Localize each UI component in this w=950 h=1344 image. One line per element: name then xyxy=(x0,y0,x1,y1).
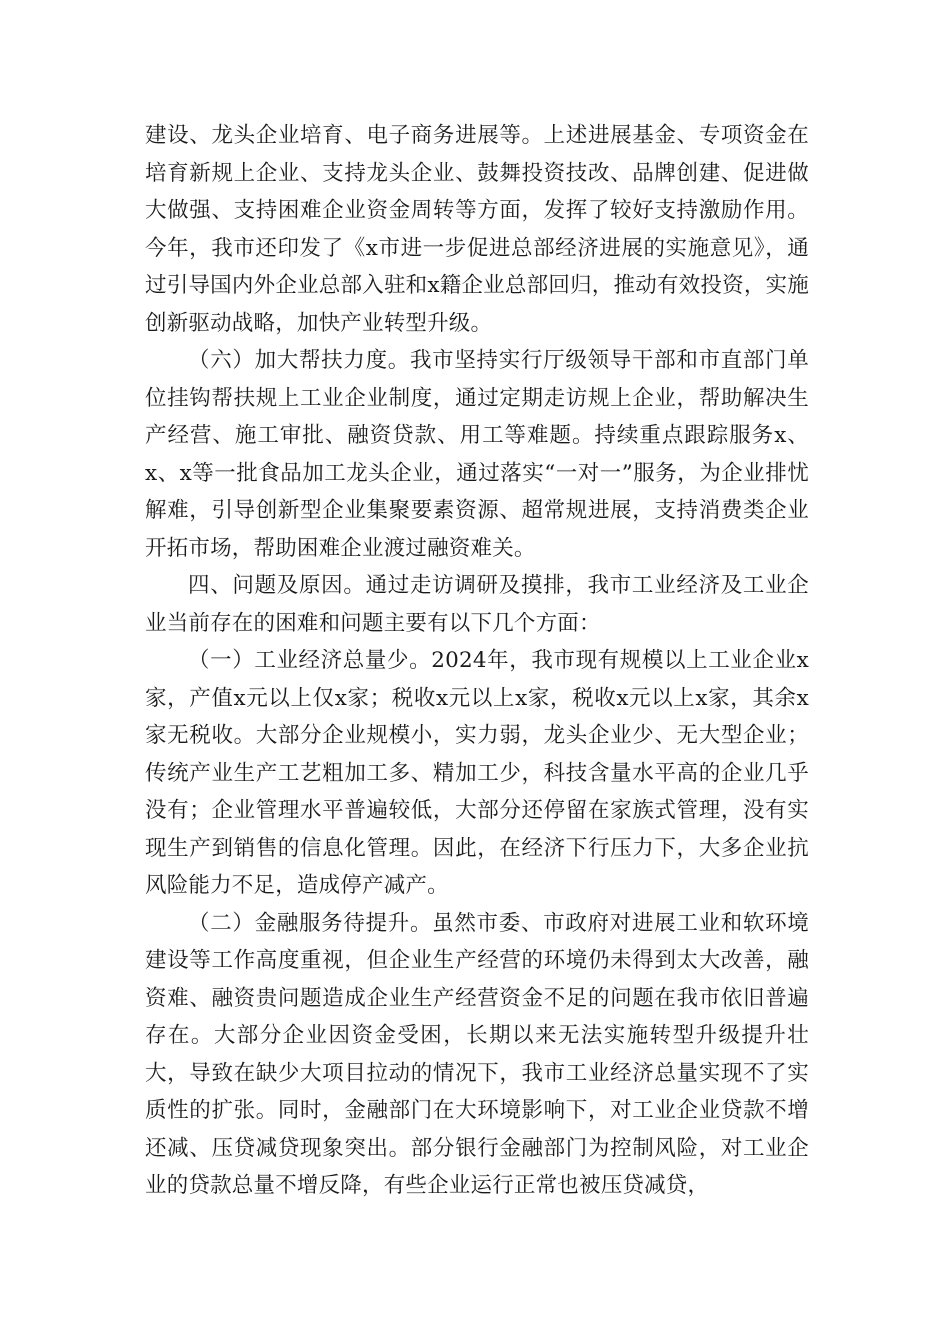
paragraph-section-4-heading: 四、问题及原因。通过走访调研及摸排，我市工业经济及工业企业当前存在的困难和问题主要有以下几个方面： xyxy=(145,573,809,636)
document-body xyxy=(145,117,809,1205)
paragraph-subsection-2: （二）金融服务待提升。虽然市委、市政府对进展工业和软环境建设等工作高度重视，但企业生产经营的环境仍未得到太大改善，融资难、融资贵问题造成企业生产经营资金不足的问题在我市依旧普遍存在。大部分企业因资金受困，长期以来无法实施转型升级提升壮大，导致在缺少大项目拉动的情况下，我市工业经济总量实现不了实质性的扩张。同时，金融部门在大环境影响下，对工业企业贷款不增还减、压贷减贷现象突出。部分银行金融部门为控制风险，对工业企业的贷款总量不增反降，有些企业运行正常也被压贷减贷， xyxy=(145,910,809,1198)
paragraph-continuation: 建设、龙头企业培育、电子商务进展等。上述进展基金、专项资金在培育新规上企业、支持龙头企业、鼓舞投资技改、品牌创建、促进做大做强、支持困难企业资金周转等方面，发挥了较好支持激励作用。今年，我市还印发了《x市进一步促进总部经济进展的实施意见》，通过引导国内外企业总部入驻和x籍企业总部回归，推动有效投资，实施创新驱动战略，加快产业转型升级。 xyxy=(145,123,809,336)
paragraph-subsection-1: （一）工业经济总量少。2024年，我市现有规模以上工业企业x家，产值x元以上仅x家；税收x元以上x家，税收x元以上x家，其余x家无税收。大部分企业规模小，实力弱，龙头企业少、无大型企业；传统产业生产工艺粗加工多、精加工少，科技含量水平高的企业几乎没有；企业管理水平普遍较低，大部分还停留在家族式管理，没有实现生产到销售的信息化管理。因此，在经济下行压力下，大多企业抗风险能力不足，造成停产减产。 xyxy=(145,648,809,898)
paragraph-section-6: （六）加大帮扶力度。我市坚持实行厅级领导干部和市直部门单位挂钩帮扶规上工业企业制度，通过定期走访规上企业，帮助解决生产经营、施工审批、融资贷款、用工等难题。持续重点跟踪服务x、x、x等一批食品加工龙头企业，通过落实“一对一”服务，为企业排忧解难，引导创新型企业集聚要素资源、超常规进展，支持消费类企业开拓市场，帮助困难企业渡过融资难关。 xyxy=(145,348,809,561)
